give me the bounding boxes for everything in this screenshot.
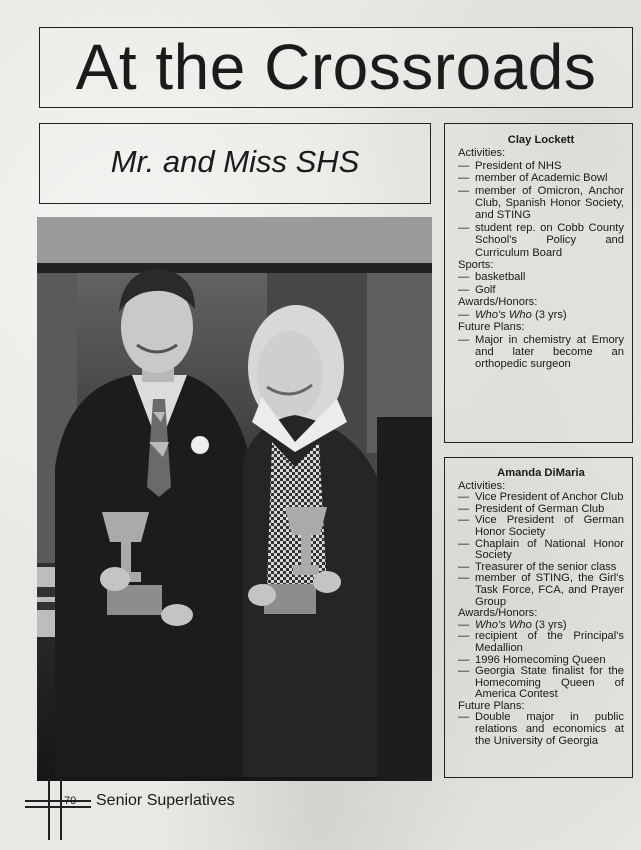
whos-who-years: (3 yrs) bbox=[531, 618, 567, 631]
sports-label: Sports: bbox=[458, 259, 494, 272]
footer-rule bbox=[25, 806, 91, 808]
list-item: — student rep. on Cobb County School's Policy and Curriculum Board bbox=[458, 222, 624, 259]
whos-who-years: (3 yrs) bbox=[531, 308, 567, 321]
list-item: — recipient of the Principal's Medallion bbox=[458, 631, 624, 654]
bio-clay-lockett bbox=[444, 123, 633, 443]
list-item: — Major in chemistry at Emory and later become an orthopedic surgeon bbox=[458, 334, 624, 371]
awards-list bbox=[458, 309, 624, 321]
page-title: At the Crossroads bbox=[75, 31, 597, 103]
activities-list bbox=[458, 160, 624, 259]
list-item: — member of Omicron, Anchor Club, Spanish Honor Society, and STING bbox=[458, 185, 624, 222]
list-item: — Chaplain of National Honor Society bbox=[458, 539, 624, 562]
list-item: — basketball bbox=[458, 271, 624, 283]
sports-list bbox=[458, 271, 624, 296]
activities-label: Activities: bbox=[458, 479, 506, 492]
title-box bbox=[39, 27, 633, 108]
bio-name: Clay Lockett bbox=[507, 134, 575, 146]
bio-amanda-dimaria bbox=[444, 457, 633, 778]
footer-rule bbox=[60, 778, 62, 840]
list-item: — Double major in public relations and economics at the University of Georgia bbox=[458, 712, 624, 747]
awards-label: Awards/Honors: bbox=[458, 296, 538, 309]
photo-illustration bbox=[37, 217, 432, 781]
activities-list bbox=[458, 492, 624, 608]
list-item: — Golf bbox=[458, 284, 624, 296]
list-item: — member of STING, the Girl's Task Force, FCA, and Prayer Group bbox=[458, 573, 624, 608]
awards-label: Awards/Honors: bbox=[458, 607, 538, 620]
footer-rule bbox=[48, 778, 50, 840]
whos-who-text: Who's Who bbox=[475, 308, 532, 321]
page-number: 70 bbox=[64, 795, 77, 807]
footer-rule bbox=[25, 800, 91, 802]
plans-list bbox=[458, 712, 624, 747]
page-subtitle: Mr. and Miss SHS bbox=[110, 144, 360, 179]
subtitle-box bbox=[39, 123, 431, 204]
awards-list bbox=[458, 620, 624, 701]
portrait-photo bbox=[37, 217, 432, 781]
list-item: — Vice President of German Honor Society bbox=[458, 515, 624, 538]
list-item: — Treasurer of the senior class bbox=[458, 562, 624, 574]
list-item: — Vice President of Anchor Club bbox=[458, 492, 624, 504]
list-item: — Georgia State finalist for the Homecoming Queen of America Contest bbox=[458, 666, 624, 701]
bio-name: Amanda DiMaria bbox=[497, 467, 585, 479]
plans-label: Future Plans: bbox=[458, 321, 525, 334]
plans-list bbox=[458, 334, 624, 371]
plans-label: Future Plans: bbox=[458, 699, 525, 712]
activities-label: Activities: bbox=[458, 147, 506, 160]
list-item: — President of NHS bbox=[458, 160, 624, 172]
section-title: Senior Superlatives bbox=[96, 792, 235, 809]
list-item: — President of German Club bbox=[458, 504, 624, 516]
list-item bbox=[458, 309, 624, 321]
whos-who-text: Who's Who bbox=[475, 618, 532, 631]
list-item: — 1996 Homecoming Queen bbox=[458, 655, 624, 667]
list-item: — member of Academic Bowl bbox=[458, 172, 624, 184]
